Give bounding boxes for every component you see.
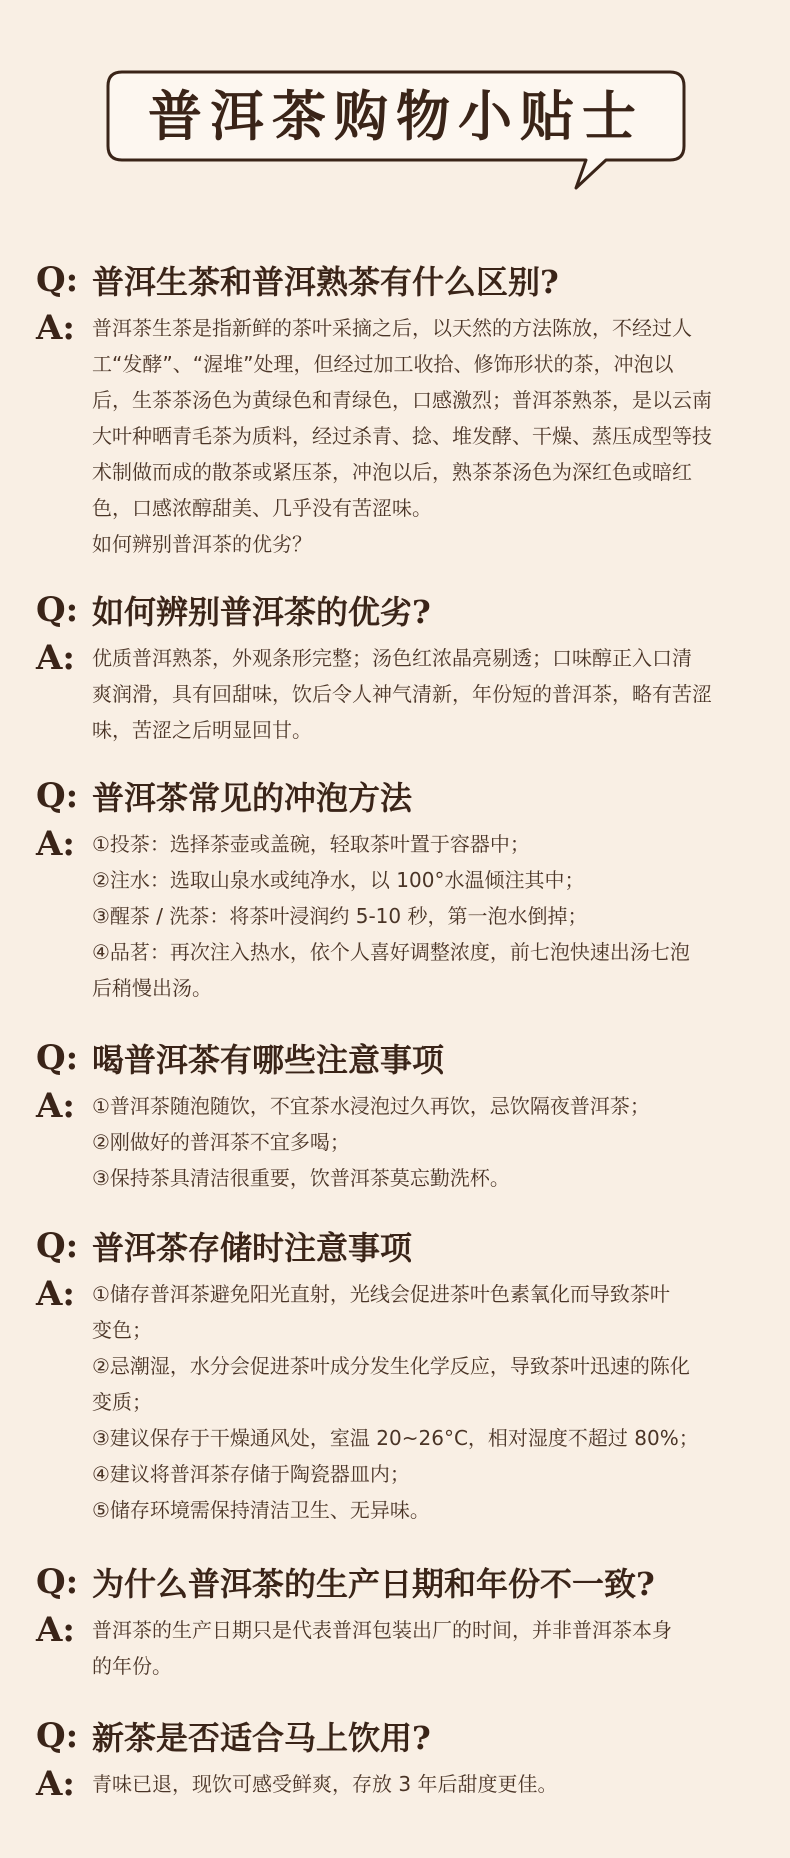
answer-line: 优质普洱熟茶，外观条形完整；汤色红浓晶亮剔透；口味醇正入口清 [92,646,692,670]
answer-line: 后稍慢出汤。 [92,976,212,1000]
question-text: 普洱茶常见的冲泡方法 [92,779,413,817]
answer-text [92,826,766,1006]
answer-line: 的年份。 [92,1654,172,1678]
answer-text [92,310,766,562]
question-marker: Q: [36,1038,79,1078]
question-marker: Q: [36,260,79,300]
answer-text [92,1276,766,1528]
title-banner [106,70,686,190]
answer-row [36,640,766,748]
answer-marker: A: [36,824,75,864]
answer-marker: A: [36,1610,75,1650]
answer-marker: A: [36,308,75,348]
answer-marker: A: [36,638,75,678]
faq-item [36,586,766,748]
question-row [36,256,766,304]
question-row [36,1034,766,1082]
question-text: 新茶是否适合马上饮用? [92,1719,431,1757]
faq-item [36,772,766,1006]
answer-line: ⑤储存环境需保持清洁卫生、无异味。 [92,1498,430,1522]
answer-line: ①普洱茶随泡随饮，不宜茶水浸泡过久再饮，忌饮隔夜普洱茶； [92,1094,650,1118]
answer-line: 普洱茶生茶是指新鲜的茶叶采摘之后，以天然的方法陈放，不经过人 [92,316,692,340]
answer-line: 后，生茶茶汤色为黄绿色和青绿色，口感激烈；普洱茶熟茶，是以云南 [92,388,712,412]
question-text: 如何辨别普洱茶的优劣? [92,593,431,631]
faq-item [36,256,766,562]
answer-row [36,826,766,1006]
answer-marker: A: [36,1764,75,1804]
question-marker: Q: [36,1226,79,1266]
answer-text [92,1088,766,1196]
faq-item [36,1712,766,1802]
answer-line: 大叶种晒青毛茶为质料，经过杀青、捻、堆发酵、干燥、蒸压成型等技 [92,424,712,448]
question-text: 为什么普洱茶的生产日期和年份不一致? [92,1565,655,1603]
answer-line: 爽润滑，具有回甜味，饮后令人神气清新，年份短的普洱茶，略有苦涩 [92,682,712,706]
answer-row [36,1612,766,1684]
question-row [36,1558,766,1606]
answer-line: 术制做而成的散茶或紧压茶，冲泡以后，熟茶茶汤色为深红色或暗红 [92,460,692,484]
question-marker: Q: [36,590,79,630]
question-marker: Q: [36,1716,79,1756]
question-row [36,772,766,820]
answer-line: ③醒茶 / 洗茶：将茶叶浸润约 5-10 秒，第一泡水倒掉； [92,904,588,928]
answer-line: ③建议保存于干燥通风处，室温 20~26°C，相对湿度不超过 80%； [92,1426,699,1450]
answer-line: ①储存普洱茶避免阳光直射，光线会促进茶叶色素氧化而导致茶叶 [92,1282,670,1306]
answer-marker: A: [36,1086,75,1126]
answer-line: ②注水：选取山泉水或纯净水，以 100°水温倾注其中； [92,868,585,892]
answer-line: 变色； [92,1318,152,1342]
answer-line: ④品茗：再次注入热水，依个人喜好调整浓度，前七泡快速出汤七泡 [92,940,690,964]
question-text: 喝普洱茶有哪些注意事项 [92,1041,445,1079]
answer-line: ③保持茶具清洁很重要，饮普洱茶莫忘勤洗杯。 [92,1166,510,1190]
answer-line: ①投茶：选择茶壶或盖碗，轻取茶叶置于容器中； [92,832,530,856]
answer-row [36,1276,766,1528]
answer-line: 如何辨别普洱茶的优劣？ [92,532,312,556]
question-row [36,1222,766,1270]
answer-text [92,1612,766,1684]
question-text: 普洱生茶和普洱熟茶有什么区别? [92,263,559,301]
faq-item [36,1558,766,1684]
answer-text [92,640,766,748]
answer-row [36,1088,766,1196]
answer-text [92,1766,766,1802]
question-text: 普洱茶存储时注意事项 [92,1229,413,1267]
answer-line: 普洱茶的生产日期只是代表普洱包装出厂的时间，并非普洱茶本身 [92,1618,672,1642]
answer-line: ②刚做好的普洱茶不宜多喝； [92,1130,350,1154]
answer-row [36,1766,766,1802]
page-title: 普洱茶购物小贴士 [148,84,644,148]
answer-line: 味，苦涩之后明显回甘。 [92,718,312,742]
question-marker: Q: [36,1562,79,1602]
answer-marker: A: [36,1274,75,1314]
answer-row [36,310,766,562]
question-row [36,1712,766,1760]
answer-line: 变质； [92,1390,152,1414]
answer-line: ④建议将普洱茶存储于陶瓷器皿内； [92,1462,410,1486]
faq-item [36,1034,766,1196]
answer-line: 青味已退，现饮可感受鲜爽，存放 3 年后甜度更佳。 [92,1772,558,1796]
faq-item [36,1222,766,1528]
answer-line: ②忌潮湿，水分会促进茶叶成分发生化学反应，导致茶叶迅速的陈化 [92,1354,690,1378]
answer-line: 色，口感浓醇甜美、几乎没有苦涩味。 [92,496,432,520]
question-row [36,586,766,634]
answer-line: 工“发酵”、“渥堆”处理，但经过加工收拾、修饰形状的茶，冲泡以 [92,352,674,376]
question-marker: Q: [36,776,79,816]
